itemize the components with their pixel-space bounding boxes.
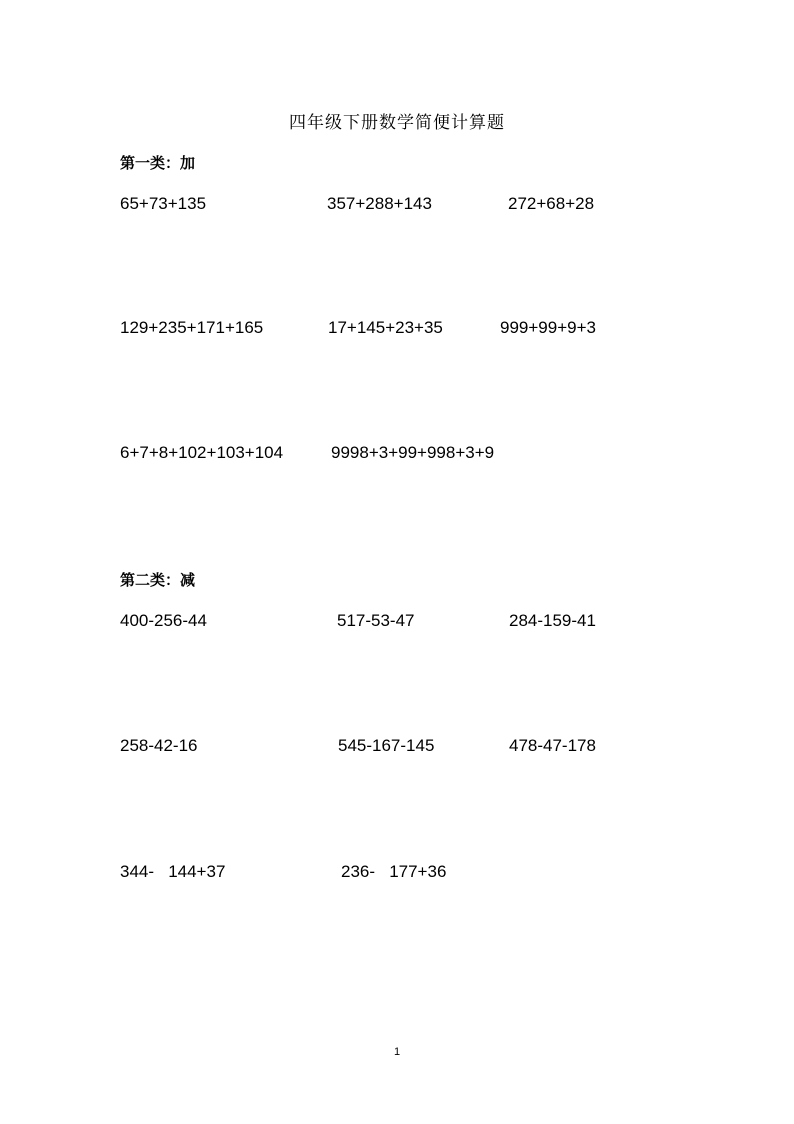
problem: 400-256-44 xyxy=(120,611,207,630)
problem: 258-42-16 xyxy=(120,736,198,755)
problem: 129+235+171+165 xyxy=(120,318,264,337)
problem: 545-167-145 xyxy=(338,736,435,755)
problem: 236- 177+36 xyxy=(341,862,447,881)
section-heading-addition: 第一类：加 xyxy=(120,154,196,172)
problem: 9998+3+99+998+3+9 xyxy=(331,443,495,462)
problem: 357+288+143 xyxy=(327,194,432,213)
problem: 272+68+28 xyxy=(508,194,595,213)
page-number: 1 xyxy=(393,1046,401,1058)
problem: 284-159-41 xyxy=(509,611,596,630)
problem: 344- 144+37 xyxy=(120,862,226,881)
section-heading-subtraction: 第二类：减 xyxy=(120,571,196,589)
problem: 6+7+8+102+103+104 xyxy=(120,443,284,462)
problem: 478-47-178 xyxy=(509,736,596,755)
problem: 17+145+23+35 xyxy=(328,318,443,337)
page-title: 四年级下册数学简便计算题 xyxy=(289,113,505,133)
problem: 999+99+9+3 xyxy=(500,318,596,337)
problem: 65+73+135 xyxy=(120,194,207,213)
problem: 517-53-47 xyxy=(337,611,415,630)
